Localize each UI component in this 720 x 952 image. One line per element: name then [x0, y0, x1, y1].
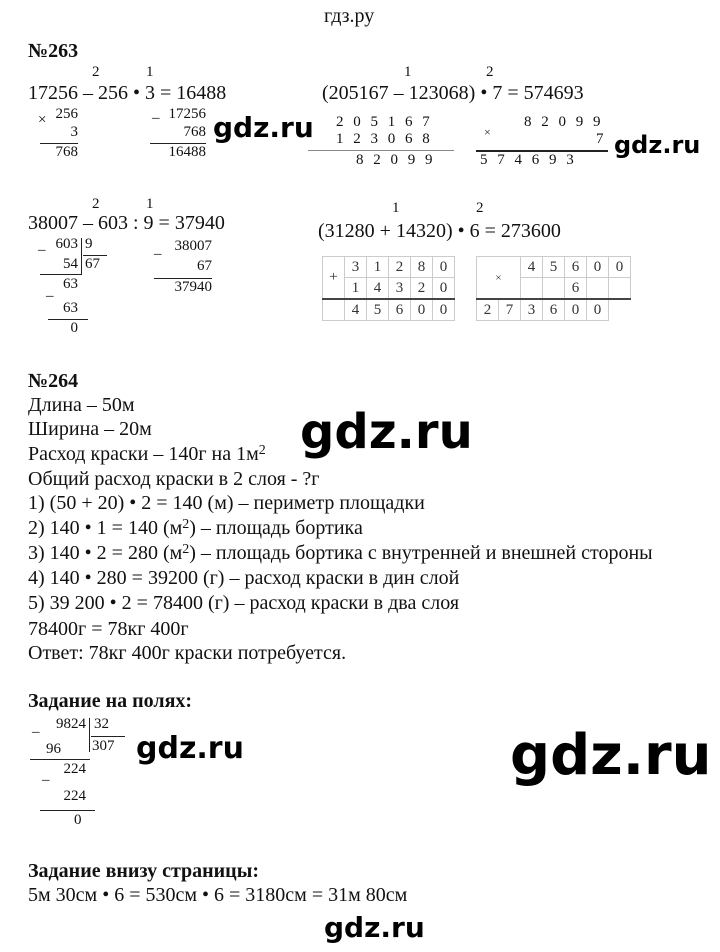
grid-cell: 3) 140 • 2 = 280 (м: [28, 542, 183, 564]
watermark: gdz.ru: [324, 911, 425, 944]
text-line: 1) (50 + 20) • 2 = 140 (м) – периметр площадки: [28, 492, 425, 514]
watermark: gdz.ru: [510, 723, 712, 788]
bottom-task-expression: 5м 30см • 6 = 530см • 6 = 3180см = 31м 80см: [28, 884, 408, 906]
order-mark: 2: [476, 200, 484, 216]
operand: 768: [183, 124, 206, 140]
minus-sign: –: [32, 724, 40, 740]
grid-cell: Расход краски – 140г на 1м: [28, 443, 259, 465]
grid-cell: 6: [565, 257, 587, 278]
result: 768: [55, 144, 78, 160]
margin-task-title: Задание на полях:: [28, 690, 193, 712]
answer-line: Ответ: 78кг 400г краски потребуется.: [28, 642, 347, 664]
grid-cell: 6: [389, 299, 411, 321]
order-mark: 2: [92, 196, 100, 212]
remainder: 0: [74, 812, 82, 828]
order-mark: 1: [146, 196, 154, 212]
operand: 54: [63, 256, 78, 272]
grid-cell: 2: [389, 257, 411, 278]
divisor: 9: [85, 236, 93, 252]
grid-cell: [477, 257, 631, 321]
result: 37940: [174, 279, 212, 295]
grid-cell: 6: [543, 299, 565, 321]
grid-cell: 0: [433, 299, 455, 321]
divider-line: [91, 736, 125, 737]
grid-cell: 0: [411, 299, 433, 321]
text-line: 78400г = 78кг 400г: [28, 618, 189, 640]
text-line: Длина – 50м: [28, 394, 135, 416]
grid-cell: 3: [521, 299, 543, 321]
multiply-sign: ×: [484, 125, 491, 139]
grid-cell: ) – площадь бортика с внутренней и внешней стороны: [189, 542, 653, 564]
text-line: 4) 140 • 280 = 39200 (г) – расход краски в дин слой: [28, 567, 460, 589]
operand: 67: [197, 258, 212, 274]
divider-line: [40, 810, 95, 811]
result: 16488: [168, 144, 206, 160]
result: 5 7 4 6 9 3: [480, 152, 577, 168]
grid-cell: ) – площадь бортика: [189, 517, 363, 539]
expression-3: 38007 – 603 : 9 = 37940: [28, 212, 225, 234]
grid-cell: [323, 299, 455, 321]
operand: 17256: [168, 106, 206, 122]
operand: 224: [63, 788, 86, 804]
grid-cell: [543, 278, 565, 300]
remainder: 0: [70, 320, 78, 336]
task-264-title: №264: [28, 370, 79, 392]
grid-cell: [609, 278, 631, 300]
grid-cell: 0: [609, 257, 631, 278]
text-line: [28, 443, 266, 465]
operand: 3: [70, 124, 78, 140]
operand: 224: [63, 761, 86, 777]
dividend: 9824: [56, 716, 86, 732]
divider-line: [40, 274, 82, 275]
text-line: 5) 39 200 • 2 = 78400 (г) – расход краски в два слоя: [28, 592, 460, 614]
multiply-sign: ×: [477, 257, 521, 300]
grid-cell: 5: [543, 257, 565, 278]
operand: 38007: [174, 238, 212, 254]
divider-line: [308, 150, 454, 151]
order-mark: 2: [92, 64, 100, 80]
watermark: gdz.ru: [213, 111, 314, 144]
grid-cell: 0: [587, 299, 609, 321]
grid-cell: 0: [433, 257, 455, 278]
quotient: 67: [85, 256, 100, 272]
watermark-top: гдз.ру: [324, 5, 375, 27]
minus-sign: –: [46, 288, 54, 304]
operand: 1 2 3 0 6 8: [336, 131, 433, 147]
grid-cell: 0: [433, 278, 455, 300]
grid-cell: 1: [345, 278, 367, 300]
text-line: [28, 542, 653, 564]
order-mark: 1: [392, 200, 400, 216]
expression-1: 17256 – 256 • 3 = 16488: [28, 82, 227, 104]
grid-cell: 4: [345, 299, 367, 321]
minus-sign: –: [152, 110, 160, 126]
grid-cell: 2: [182, 517, 190, 532]
watermark: gdz.ru: [614, 131, 701, 159]
quotient: 307: [92, 738, 115, 754]
grid-cell: 0: [565, 299, 587, 321]
operand: 63: [63, 276, 78, 292]
grid-cell: [587, 278, 609, 300]
grid-cell: 3: [345, 257, 367, 278]
grid-cell: [477, 257, 631, 278]
division-bar: [81, 238, 82, 274]
division-bar: [89, 718, 90, 752]
watermark: gdz.ru: [136, 731, 244, 766]
task-263-title: №263: [28, 40, 79, 62]
divisor: 32: [94, 716, 109, 732]
grid-cell: [477, 299, 631, 321]
multiply-sign: ×: [38, 112, 47, 128]
grid-cell: [323, 299, 345, 321]
watermark: gdz.ru: [300, 404, 473, 460]
bottom-task-title: Задание внизу страницы:: [28, 860, 259, 882]
operand: 2 0 5 1 6 7: [336, 114, 433, 130]
grid-cell: [323, 257, 455, 321]
grid-cell: [323, 257, 455, 278]
expression-2: (205167 – 123068) • 7 = 574693: [322, 82, 584, 104]
grid-cell: 7: [499, 299, 521, 321]
grid-cell: 2: [182, 542, 190, 557]
grid-cell: 0: [587, 257, 609, 278]
grid-cell: 2: [477, 299, 499, 321]
grid-cell: 6: [565, 278, 587, 300]
expression-4: (31280 + 14320) • 6 = 273600: [318, 220, 561, 242]
minus-sign: –: [154, 246, 162, 262]
divider-line: [30, 759, 90, 760]
grid-cell: 5: [367, 299, 389, 321]
result: 8 2 0 9 9: [356, 152, 436, 168]
grid-cell: 4: [367, 278, 389, 300]
text-line: [28, 517, 363, 539]
minus-sign: –: [42, 772, 50, 788]
operand: 256: [55, 106, 78, 122]
minus-sign: –: [38, 242, 46, 258]
addition-grid: [322, 256, 455, 321]
multiplication-grid: [476, 256, 631, 321]
grid-cell: 8: [411, 257, 433, 278]
text-line: Ширина – 20м: [28, 418, 152, 440]
operand: 8 2 0 9 9: [524, 114, 604, 130]
dividend: 603: [55, 236, 78, 252]
grid-cell: [521, 278, 543, 300]
grid-cell: 3: [389, 278, 411, 300]
operand: 7: [596, 131, 607, 147]
order-mark: 1: [404, 64, 412, 80]
plus-sign: +: [323, 257, 345, 300]
grid-cell: 4: [521, 257, 543, 278]
grid-cell: 2: [411, 278, 433, 300]
operand: 96: [46, 741, 61, 757]
order-mark: 2: [486, 64, 494, 80]
operand: 63: [63, 300, 78, 316]
grid-cell: 1: [367, 257, 389, 278]
grid-cell: 2: [258, 443, 266, 458]
grid-cell: 2) 140 • 1 = 140 (м: [28, 517, 183, 539]
text-line: Общий расход краски в 2 слоя - ?г: [28, 468, 320, 490]
order-mark: 1: [146, 64, 154, 80]
